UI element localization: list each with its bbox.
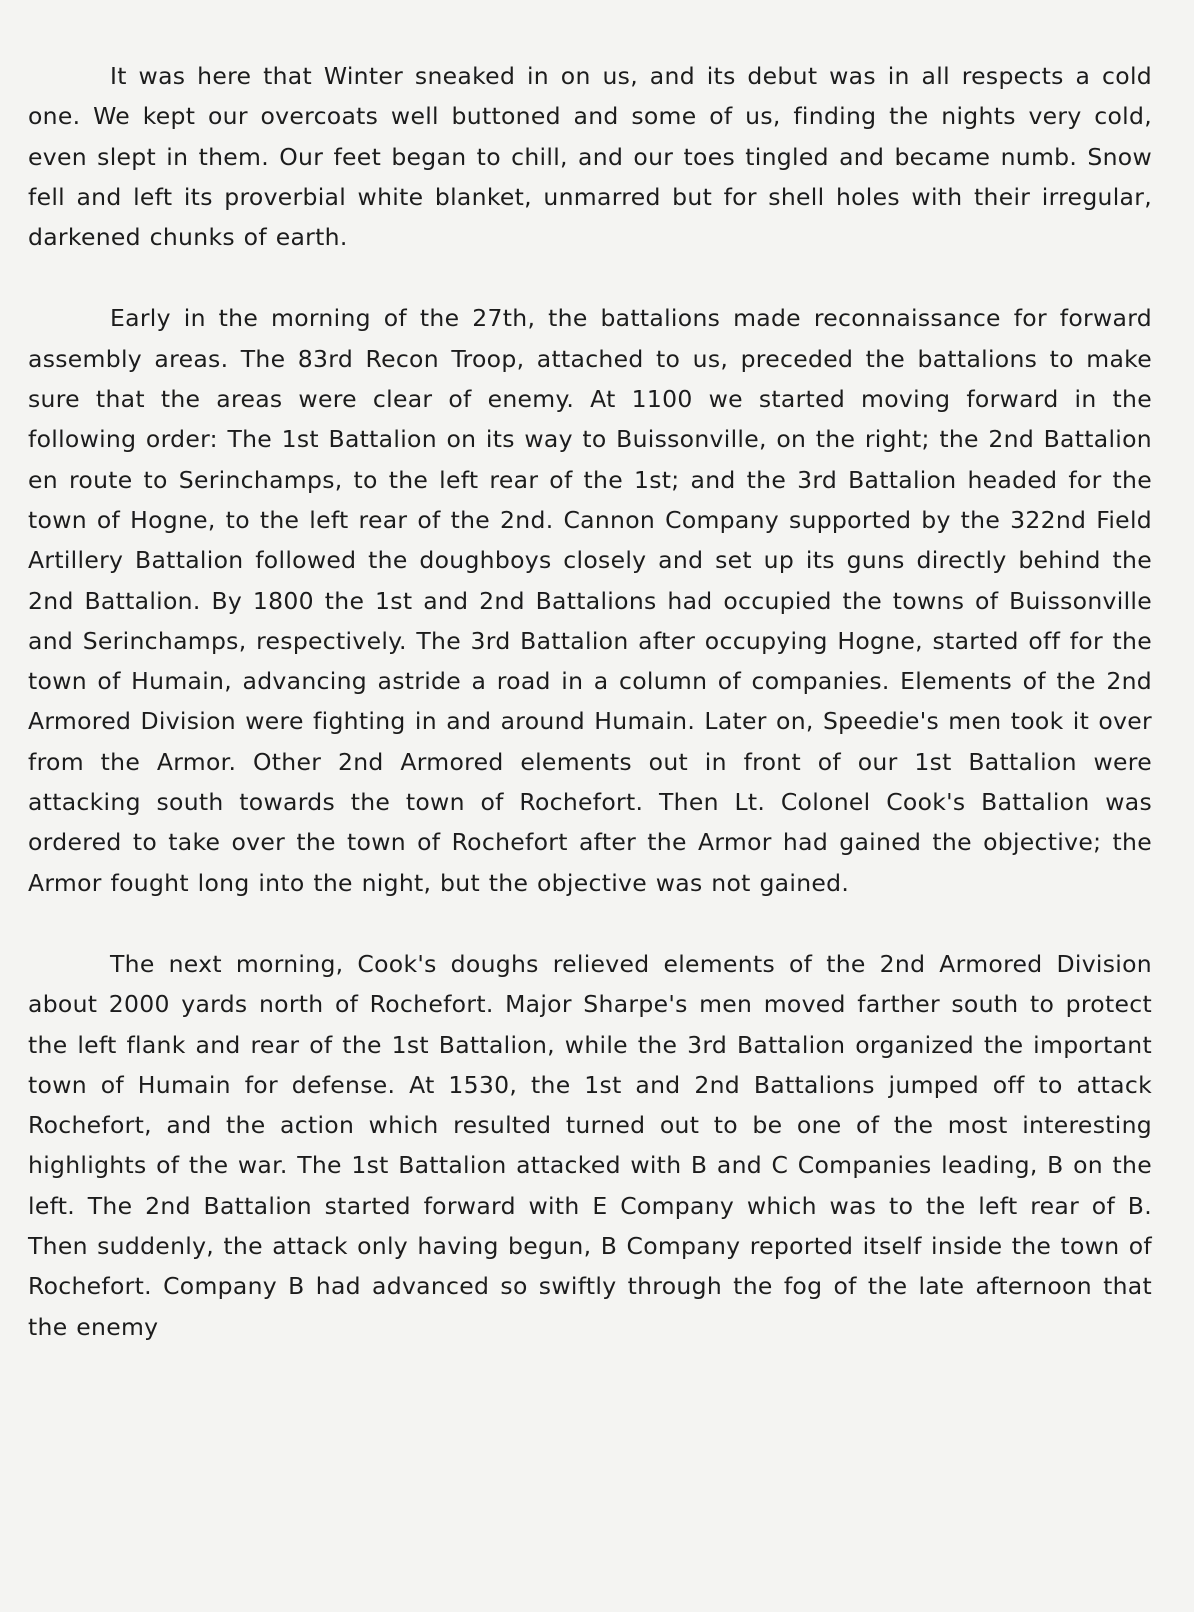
paragraph-spacer <box>28 257 1152 298</box>
paragraph-rochefort-attack: The next morning, Cook's doughs relieved elements of the 2nd Armored Division about 2000 yards north of Rochefort. Major Sharpe's men moved farther south to protect the left flank and rear of the 1st Battalion, while the 3rd Battalion organized the important town of Humain for defense. At 1530, the 1st and 2nd Battalions jumped off to attack Rochefort, and the action which resulted turned out to be one of the most interesting highlights of the war. The 1st Battalion attacked with B and C Companies leading, B on the left. The 2nd Battalion started forward with E Company which was to the left rear of B. Then suddenly, the attack only having begun, B Company reported itself inside the town of Rochefort. Company B had advanced so swiftly through the fog of the late afternoon that the enemy <box>28 949 1152 1341</box>
document-page <box>28 56 1152 1347</box>
paragraph-winter: It was here that Winter sneaked in on us, and its debut was in all respects a cold one. We kept our overcoats well buttoned and some of us, finding the nights very cold, even slept in them. Our feet began to chill, and our toes tingled and became numb. Snow fell and left its proverbial white blanket, unmarred but for shell holes with their irregular, darkened chunks of earth. <box>28 62 1152 252</box>
paragraph-spacer <box>28 903 1152 944</box>
paragraph-27th-advance: Early in the morning of the 27th, the battalions made reconnaissance for forward assembly areas. The 83rd Recon Troop, attached to us, preceded the battalions to make sure that the areas were clear of enemy. At 1100 we started moving forward in the following order: The 1st Battalion on its way to Buissonville, on the right; the 2nd Battalion en route to Serinchamps, to the left rear of the 1st; and the 3rd Battalion headed for the town of Hogne, to the left rear of the 2nd. Cannon Company supported by the 322nd Field Artillery Battalion followed the doughboys closely and set up its guns directly behind the 2nd Battalion. By 1800 the 1st and 2nd Battalions had occupied the towns of Buissonville and Serinchamps, respectively. The 3rd Battalion after occupying Hogne, started off for the town of Humain, advancing astride a road in a column of companies. Elements of the 2nd Armored Division were fighting in and around Humain. Later on, Speedie's men took it over from the Armor. Other 2nd Armored elements out in front of our 1st Battalion were attacking south towards the town of Rochefort. Then Lt. Colonel Cook's Battalion was ordered to take over the town of Rochefort after the Armor had gained the objective; the Armor fought long into the night, but the objective was not gained. <box>28 304 1152 897</box>
